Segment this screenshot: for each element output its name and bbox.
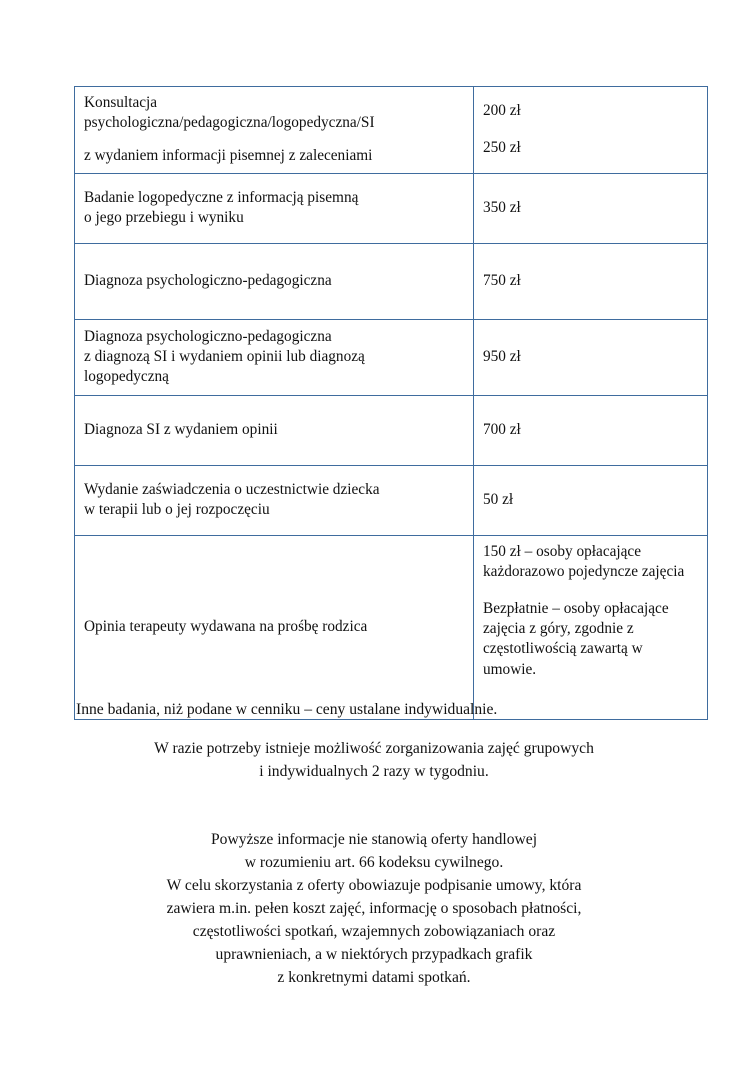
spacer (483, 583, 698, 599)
service-line: Wydanie zaświadczenia o uczestnictwie dziecka (84, 480, 380, 498)
note-other-tests (76, 700, 676, 720)
price-line: 200 zł (483, 102, 521, 120)
price-cell (474, 466, 708, 536)
table-row (75, 466, 708, 536)
price-cell (474, 87, 708, 174)
service-cell (75, 244, 474, 320)
price-cell (474, 320, 708, 396)
service-line: z wydaniem informacji pisemnej z zaleceniami (84, 146, 373, 164)
table-row (75, 87, 708, 174)
table-row (75, 244, 708, 320)
service-line: psychologiczna/pedagogiczna/logopedyczna/SI (84, 114, 375, 132)
service-line: z diagnozą SI i wydaniem opinii lub diagnozą (84, 347, 365, 365)
service-cell (75, 396, 474, 466)
price-cell (474, 396, 708, 466)
service-line: Badanie logopedyczne z informacją pisemną (84, 188, 359, 206)
service-line: Diagnoza SI z wydaniem opinii (84, 420, 278, 438)
note-line: w rozumieniu art. 66 kodeksu cywilnego. (244, 854, 504, 872)
note-line: W razie potrzeby istnieje możliwość zorganizowania zajęć grupowych (154, 740, 594, 757)
service-line: Diagnoza psychologiczno-pedagogiczna (84, 327, 332, 345)
service-line: logopedyczną (84, 368, 169, 386)
note-line: zawiera m.in. pełen koszt zajęć, informację o sposobach płatności, (166, 900, 582, 918)
price-line: 950 zł (483, 347, 521, 365)
price-line: 750 zł (483, 271, 521, 289)
service-line: w terapii lub o jej rozpoczęciu (84, 501, 270, 519)
spacer (84, 134, 464, 146)
service-cell (75, 87, 474, 174)
pricing-table-body (75, 87, 708, 720)
service-line: Opinia terapeuty wydawana na prośbę rodzica (84, 617, 368, 635)
price-line: 150 zł – osoby opłacające każdorazowo pojedyncze zajęcia (483, 543, 685, 581)
price-line: 50 zł (483, 490, 514, 508)
price-line: 350 zł (483, 198, 521, 216)
service-line: Diagnoza psychologiczno-pedagogiczna (84, 271, 332, 289)
note-line: częstotliwości spotkań, wzajemnych zobowiązaniach oraz (192, 923, 556, 941)
table-row (75, 536, 708, 720)
note-group-sessions (74, 738, 674, 783)
table-row (75, 174, 708, 244)
table-row (75, 396, 708, 466)
price-cell (474, 244, 708, 320)
price-cell (474, 174, 708, 244)
note-disclaimer (74, 828, 674, 990)
price-cell (474, 536, 708, 720)
note-line: Powyższe informacje nie stanowią oferty handlowej (210, 831, 538, 848)
note-line: i indywidualnych 2 razy w tygodniu. (259, 762, 489, 780)
service-line: Konsultacja (84, 94, 158, 111)
price-line: 250 zł (483, 138, 521, 156)
service-cell (75, 536, 474, 720)
note-line: z konkretnymi datami spotkań. (277, 969, 471, 987)
note-line: W celu skorzystania z oferty obowiazuje podpisanie umowy, która (166, 877, 582, 895)
price-line: 700 zł (483, 420, 521, 438)
service-cell (75, 174, 474, 244)
service-line: o jego przebiegu i wyniku (84, 209, 244, 227)
table-row (75, 320, 708, 396)
pricing-table (74, 86, 708, 720)
service-cell (75, 320, 474, 396)
service-cell (75, 466, 474, 536)
note-line: uprawnieniach, a w niektórych przypadkach grafik (215, 946, 533, 964)
note-line: Inne badania, niż podane w cenniku – ceny ustalane indywidualnie. (76, 701, 498, 718)
price-line: Bezpłatnie – osoby opłacające zajęcia z góry, zgodnie z częstotliwością zawartą w umowie. (483, 599, 669, 678)
